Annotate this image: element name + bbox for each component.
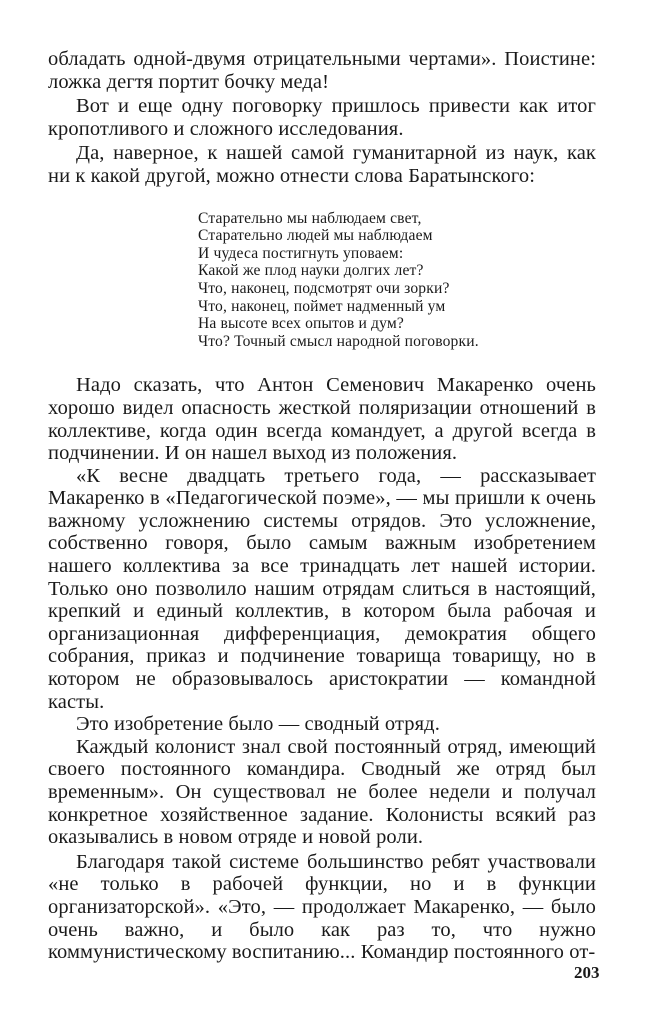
paragraph: Это изобретение было — сводный отряд. bbox=[76, 713, 440, 736]
poem-line: И чудеса постигнуть уповаем: bbox=[198, 244, 404, 262]
paragraph: Каждый колонист знал свой постоянный отряд, имеющий своего постоянного командира. Сводный же отряд был временным». Он существовал не более недели и получал конкретное хозяйственное задание. Колонисты всякий раз оказывались в новом отряде и новой роли. bbox=[48, 735, 596, 849]
poem-line: Старательно мы наблюдаем свет, bbox=[198, 209, 422, 227]
page-number: 203 bbox=[574, 963, 600, 982]
poem-line: Какой же плод науки долгих лет? bbox=[198, 262, 424, 280]
poem-line: Что, наконец, подсмотрят очи зорки? bbox=[198, 279, 450, 297]
paragraph: Надо сказать, что Антон Семенович Макаренко очень хорошо видел опасность жесткой поляризации отношений в коллективе, когда один всегда командует, а другой всегда в подчинении. И он нашел выход из положения. bbox=[48, 374, 596, 465]
book-page bbox=[48, 48, 596, 964]
poem-line: На высоте всех опытов и дум? bbox=[198, 315, 404, 333]
text-block-top bbox=[48, 48, 596, 188]
poem-quote bbox=[198, 210, 596, 351]
paragraph: Да, наверное, к нашей самой гуманитарной из наук, как ни к какой другой, можно отнести слова Баратынского: bbox=[48, 142, 596, 187]
poem-line: Что? Точный смысл народной поговорки. bbox=[198, 332, 479, 350]
paragraph: обладать одной-двумя отрицательными чертами». Поистине: ложка дегтя портит бочку меда! bbox=[48, 48, 596, 93]
poem-line: Старательно людей мы наблюдаем bbox=[198, 227, 433, 245]
poem-line: Что, наконец, поймет надменный ум bbox=[198, 297, 446, 315]
text-block-bottom bbox=[48, 374, 596, 963]
paragraph: Вот и еще одну поговорку пришлось привести как итог кропотливого и сложного исследования. bbox=[48, 95, 596, 140]
paragraph: Благодаря такой системе большинство ребят участвовали «не только в рабочей функции, но и в функции организаторской». «Это, — продолжает Макаренко, — было очень важно, и было как раз то, что нужно коммунистическому воспитанию... Командир постоянного от- bbox=[48, 850, 596, 964]
paragraph: «К весне двадцать третьего года, — рассказывает Макаренко в «Педагогической поэме», — мы пришли к очень важному усложнению системы отрядов. Это усложнение, собственно говоря, было самым важным изобретением нашего коллектива за все тринадцать лет нашей истории. Только оно позволило нашим отрядам слиться в настоящий, крепкий и единый коллектив, в котором была рабочая и организационная дифференциация, демократия общего собрания, приказ и подчинение товарища товарищу, но в котором не образовывалось аристократии — командной касты. bbox=[48, 464, 596, 713]
